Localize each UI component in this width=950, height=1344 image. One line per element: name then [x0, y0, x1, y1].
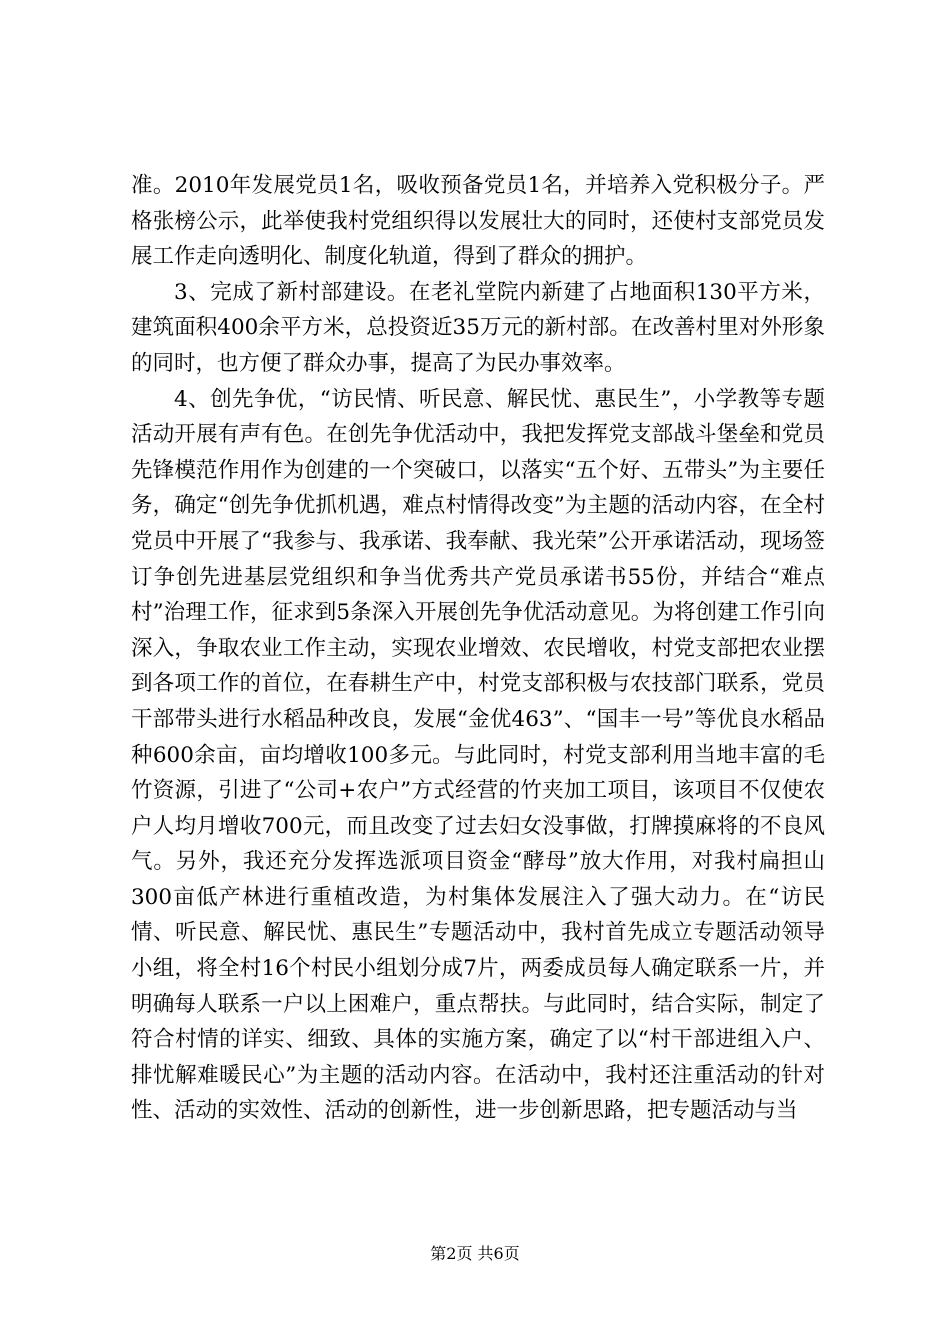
page-number-label: 第2页 共6页 — [430, 1244, 520, 1263]
page-footer — [0, 1244, 950, 1264]
paragraph-item-4: 4、创先争优，“访民情、听民意、解民忧、惠民生”，小学教等专题活动开展有声有色。在创先争优活动中，我把发挥党支部战斗堡垒和党员先锋模范作用作为创建的一个突破口，以落实“五个好、五带头”为主要任务，确定“创先争优抓机遇，难点村情得改变”为主题的活动内容，在全村党员中开展了“我参与、我承诺、我奉献、我光荣”公开承诺活动，现场签订争创先进基层党组织和争当优秀共产党员承诺书55份，并结合“难点村”治理工作，征求到5条深入开展创先争优活动意见。为将创建工作引向深入，争取农业工作主动，实现农业增效、农民增收，村党支部把农业摆到各项工作的首位，在春耕生产中，村党支部积极与农技部门联系，党员干部带头进行水稻品种改良，发展“金优463”、“国丰一号”等优良水稻品种600余亩，亩均增收100多元。与此同时，村党支部利用当地丰富的毛竹资源，引进了“公司+农户”方式经营的竹夹加工项目，该项目不仅使农户人均月增收700元，而且改变了过去妇女没事做，打牌摸麻将的不良风气。另外，我还充分发挥选派项目资金“酵母”放大作用，对我村扁担山300亩低产林进行重植改造，为村集体发展注入了强大动力。在“访民情、听民意、解民忧、惠民生”专题活动中，我村首先成立专题活动领导小组，将全村16个村民小组划分成7片，两委成员每人确定联系一片，并明确每人联系一户以上困难户，重点帮扶。与此同时，结合实际，制定了符合村情的详实、细致、具体的实施方案，确定了以“村干部进组入户、排忧解难暖民心”为主题的活动内容。在活动中，我村还注重活动的针对性、活动的实效性、活动的创新性，进一步创新思路，把专题活动与当 — [131, 386, 825, 1124]
paragraph-continuation: 准。2010年发展党员1名，吸收预备党员1名，并培养入党积极分子。严格张榜公示，此举使我村党组织得以发展壮大的同时，还使村支部党员发展工作走向透明化、制度化轨道，得到了群众的拥护。 — [131, 173, 825, 270]
document-body — [131, 168, 825, 1129]
paragraph-item-3: 3、完成了新村部建设。在老礼堂院内新建了占地面积130平方米，建筑面积400余平方米，总投资近35万元的新村部。在改善村里对外形象的同时，也方便了群众办事，提高了为民办事效率。 — [131, 279, 825, 376]
